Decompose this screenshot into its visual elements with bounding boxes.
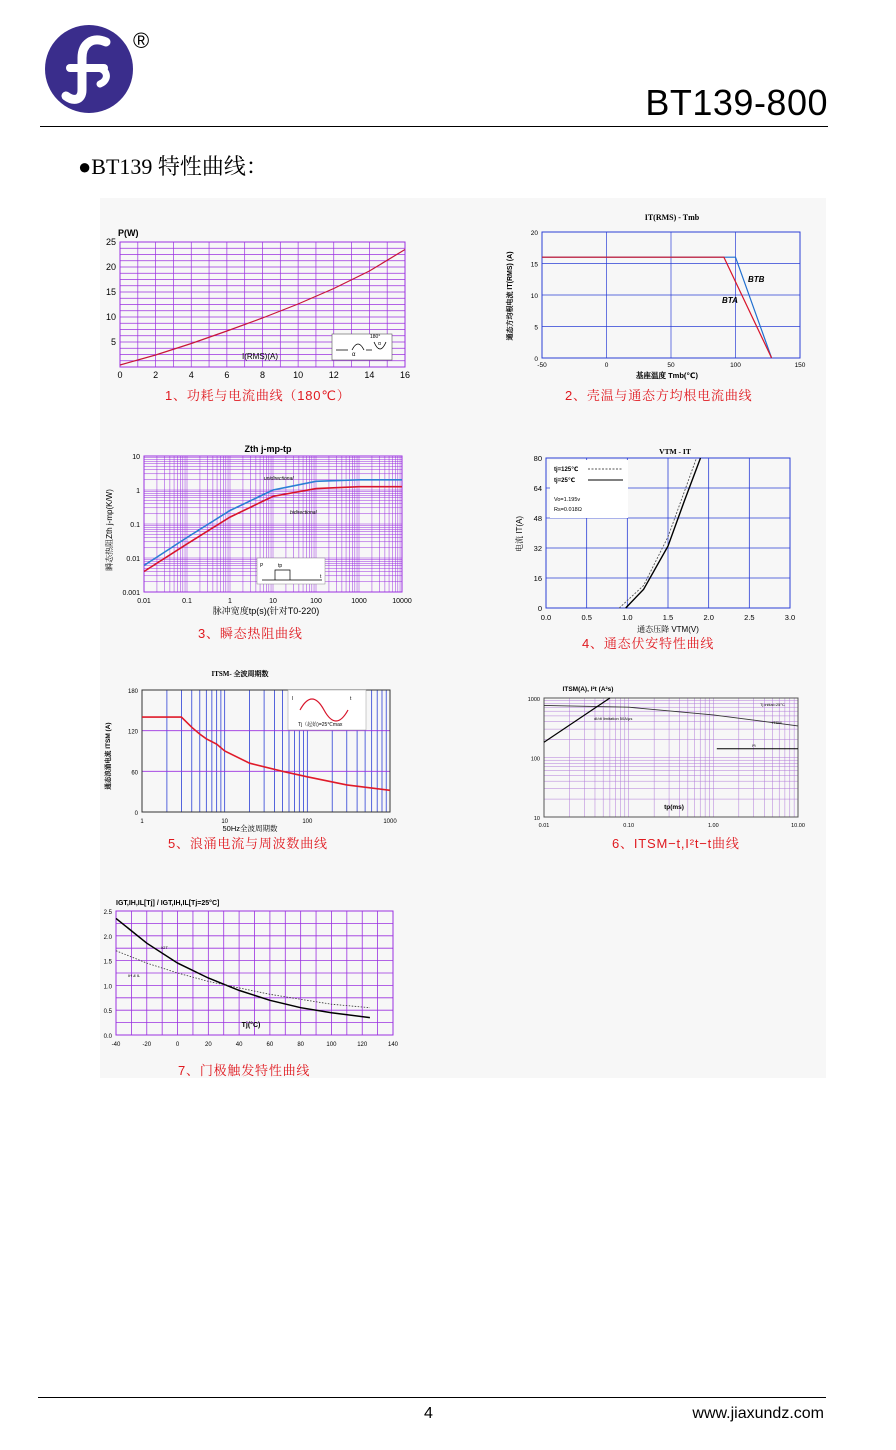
chart-title: Zth j-mp-tp: [244, 444, 292, 454]
x-tick-label: 0: [604, 362, 609, 369]
y-tick-label: 20: [105, 262, 116, 272]
series-line-2: [626, 458, 701, 608]
chart-title: ITSM(A), I²t (A²s): [562, 686, 614, 693]
x-tick-label: 140: [387, 1042, 399, 1048]
x-tick-label: 1: [228, 598, 232, 605]
x-axis-label: 脉冲宽度tp(s)(针对T0-220): [212, 606, 320, 616]
x-tick-label: 0: [117, 370, 123, 380]
x-tick-label: 2.5: [744, 613, 755, 622]
x-tick-label: 0.10: [623, 823, 635, 829]
y-axis-label: P(W): [118, 228, 139, 238]
company-logo: [44, 24, 134, 114]
x-axis-label: I(RMS)(A): [242, 352, 278, 361]
x-tick-label: -50: [537, 362, 547, 369]
chart-itsm-i2t: [502, 683, 820, 833]
y-tick-label: 1000: [527, 697, 540, 703]
x-axis-label: 50Hz全波周期数: [222, 824, 278, 833]
caption-chart-1: 1、功耗与电流曲线（180℃）: [165, 388, 351, 403]
series-label: BTA: [722, 296, 738, 305]
series-label: IGT: [161, 945, 168, 950]
caption-chart-7: 7、门极触发特性曲线: [178, 1063, 311, 1078]
annotation: dI/dt limitation 50A/μs: [594, 716, 633, 721]
x-tick-label: 2.0: [703, 613, 714, 622]
y-tick-label: 0.01: [126, 556, 140, 563]
x-tick-label: 1.0: [622, 613, 633, 622]
y-tick-label: 0: [534, 356, 538, 363]
x-tick-label: 0.0: [540, 613, 552, 622]
y-axis-label: 通态方均根电流 IT(RMS) (A): [507, 251, 514, 341]
x-tick-label: 120: [357, 1042, 368, 1048]
chart-gate-trigger: [90, 893, 410, 1053]
y-tick-label: 60: [131, 770, 138, 777]
x-tick-label: 150: [794, 362, 806, 369]
y-tick-label: 64: [533, 484, 542, 493]
series-label: BTB: [748, 275, 765, 284]
x-tick-label: 100: [302, 819, 313, 825]
y-tick-label: 32: [533, 544, 542, 553]
y-tick-label: 0.5: [103, 1009, 112, 1016]
y-tick-label: 1: [136, 488, 140, 495]
part-number: BT139-800: [645, 82, 828, 123]
section-title: ●BT139 特性曲线：: [78, 154, 268, 179]
x-tick-label: 0.01: [538, 823, 550, 829]
chart-transient-thermal: [100, 440, 420, 620]
chart-power-vs-current: [100, 222, 420, 387]
x-tick-label: 8: [259, 370, 266, 380]
x-tick-label: 100: [326, 1042, 337, 1048]
inset-label: I: [292, 696, 294, 702]
caption-chart-2: 2、壳温与通态方均根电流曲线: [565, 388, 753, 403]
y-tick-label: 1.5: [103, 959, 112, 966]
y-tick-label: 80: [533, 454, 542, 463]
header-divider: [40, 126, 828, 127]
y-tick-label: 0.0: [103, 1034, 112, 1040]
chart-title: IGT,IH,IL[Tj] / IGT,IH,IL[Tj=25°C]: [116, 900, 220, 907]
x-tick-label: 12: [328, 370, 339, 380]
legend-label: tj=125℃: [554, 467, 579, 473]
inset-label: t: [350, 696, 352, 702]
annotation: I²t: [752, 743, 756, 748]
chart-case-temp-vs-current: [502, 208, 812, 386]
x-tick-label: -40: [111, 1042, 121, 1048]
x-tick-label: 0: [175, 1042, 180, 1048]
x-tick-label: 1.5: [662, 613, 674, 622]
caption-chart-3: 3、瞬态热阻曲线: [198, 626, 303, 641]
series-line-1: [619, 458, 696, 608]
series-line-1: [544, 705, 798, 726]
x-tick-label: 1000: [383, 819, 397, 825]
registered-mark: ®: [133, 28, 150, 53]
series-line-2: [542, 257, 772, 358]
x-tick-label: 50: [667, 362, 675, 369]
y-tick-label: 5: [110, 337, 116, 347]
chart-title: ITSM- 全波周期数: [211, 670, 269, 678]
x-tick-label: 0.1: [182, 598, 192, 605]
chart-surge-current: [100, 664, 410, 834]
x-tick-label: -20: [142, 1042, 152, 1048]
x-tick-label: 10.00: [791, 823, 805, 829]
y-tick-label: 0.1: [130, 522, 140, 529]
x-tick-label: 1: [140, 819, 144, 825]
website-link[interactable]: www.jiaxundz.com: [692, 1405, 824, 1422]
x-tick-label: 10: [293, 370, 304, 380]
x-tick-label: 100: [310, 598, 322, 605]
x-tick-label: 10: [221, 819, 229, 825]
x-axis-label: Tj(°C): [241, 1022, 261, 1029]
y-axis-label: 电流 IT(A): [515, 516, 524, 552]
y-tick-label: 15: [530, 261, 538, 269]
x-tick-label: 0.01: [137, 598, 151, 605]
x-tick-label: 40: [235, 1042, 243, 1048]
annotation: Tj initial=25°C: [760, 702, 785, 707]
x-tick-label: 16: [399, 370, 411, 380]
y-tick-label: 20: [530, 230, 538, 237]
x-tick-label: 10: [269, 598, 277, 605]
x-tick-label: 4: [188, 370, 194, 380]
y-axis-label: 通态浪涌电流 ITSM (A): [105, 722, 112, 790]
series-label: unidirectional: [264, 476, 294, 482]
y-tick-label: 180: [127, 689, 138, 695]
inset-label: t: [320, 574, 322, 580]
annotation: ITSM: [772, 720, 782, 725]
x-tick-label: 6: [224, 370, 230, 380]
x-tick-label: 60: [266, 1042, 274, 1048]
y-tick-label: 120: [127, 729, 138, 736]
inset-label: α: [378, 341, 381, 347]
y-tick-label: 10: [533, 816, 540, 822]
y-tick-label: 10: [530, 293, 538, 300]
chart-on-state-vi: [508, 444, 808, 634]
legend-label: tj=25℃: [554, 478, 576, 484]
y-tick-label: 0: [134, 811, 138, 817]
inset-label: 180°: [370, 334, 381, 340]
caption-chart-5: 5、浪涌电流与周波数曲线: [168, 836, 328, 851]
y-tick-label: 0: [537, 604, 542, 613]
inset-label: tp: [278, 563, 283, 569]
x-axis-label: 基座温度 Tmb(℃): [636, 371, 698, 380]
x-tick-label: 14: [364, 370, 375, 380]
y-tick-label: 5: [534, 324, 538, 332]
x-axis-label: tp(ms): [664, 804, 684, 811]
y-tick-label: 10: [132, 454, 140, 461]
y-tick-label: 16: [533, 574, 542, 583]
footer-divider: [38, 1397, 826, 1398]
caption-chart-6: 6、ITSM−t,I²t−t曲线: [612, 836, 740, 851]
series-line-1: [542, 257, 772, 358]
x-tick-label: 100: [730, 362, 741, 369]
x-tick-label: 80: [297, 1042, 305, 1048]
x-tick-label: 0.5: [581, 613, 592, 622]
y-tick-label: 48: [533, 514, 542, 523]
legend-note: Rs=0.018Ω: [554, 507, 582, 513]
caption-chart-4: 4、通态伏安特性曲线: [582, 636, 715, 651]
y-axis-label: 瞬态热阻Zth j-mp(K/W): [105, 489, 114, 571]
series-label: IH & IL: [128, 973, 141, 978]
inset-label: P: [260, 563, 264, 569]
y-tick-label: 25: [105, 237, 116, 247]
inset-label: Tj（起始)=25℃max: [298, 722, 343, 728]
x-tick-label: 10000: [392, 598, 412, 605]
y-tick-label: 100: [530, 756, 540, 763]
x-tick-label: 1.00: [707, 823, 719, 829]
y-tick-label: 2.5: [103, 910, 112, 916]
x-tick-label: 20: [204, 1042, 212, 1048]
x-tick-label: 1000: [351, 598, 367, 605]
x-tick-label: 2: [153, 370, 159, 380]
y-tick-label: 15: [105, 287, 116, 297]
y-tick-label: 10: [105, 312, 116, 322]
page-number: 4: [424, 1405, 433, 1422]
y-tick-label: 0.001: [122, 590, 140, 597]
y-tick-label: 2.0: [103, 934, 112, 941]
chart-title: VTM - IT: [659, 447, 691, 456]
series-label: bidirectional: [290, 510, 317, 516]
legend-note: Vo=1.195v: [554, 497, 581, 503]
chart-title: IT(RMS) - Tmb: [644, 213, 700, 222]
inset-label: α: [352, 352, 356, 358]
x-tick-label: 3.0: [784, 613, 796, 622]
x-axis-label: 通态压降 VTM(V): [637, 625, 699, 634]
y-tick-label: 1.0: [103, 984, 112, 991]
